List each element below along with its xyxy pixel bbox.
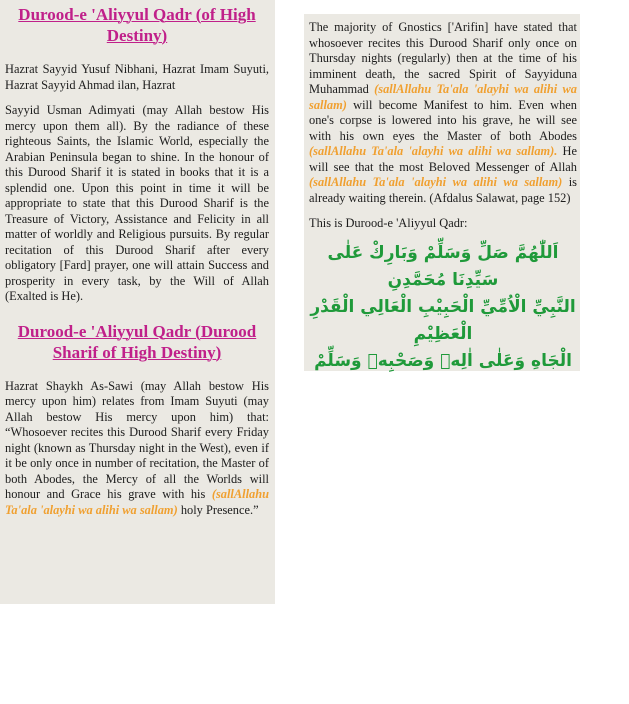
gnostics-text-d: is already waiting therein. (Afdalus Salawat, page 152)	[309, 175, 577, 205]
right-column	[304, 14, 580, 371]
arabic-durood-text	[309, 240, 577, 375]
durood-intro: This is Durood-e 'Aliyyul Qadr:	[309, 216, 468, 230]
salutation: (sallAllahu Ta'ala 'alayhi wa alihi wa sallam)	[5, 487, 269, 517]
salutation: (sallAllahu Ta'ala 'alayhi wa alihi wa sallam).	[309, 144, 558, 158]
gnostics-text-b: will become Manifest to him. Even when one's corpse is lowered into his grave, he will see with his own eyes the Master of both Abodes	[309, 97, 577, 143]
left-column	[0, 0, 275, 604]
gnostics-text-a: The majority of Gnostics ['Arifin] have stated that whosoever recites this Durood Sharif only once on Thursday nights (regularly) then at the time of his imminent death, the sacred Spirit of Sayyiduna Muhammad	[309, 20, 577, 96]
paragraph-shaykh-as-sawi	[5, 379, 269, 519]
salutation: (sallAllahu Ta'ala 'alayhi wa alihi wa sallam)	[309, 175, 563, 189]
arabic-line: الْجَاهِ وَعَلٰى اٰلِهٖ وَصَحْبِهٖ وَسَلِّمْ	[314, 350, 572, 371]
paragraph-radiance: Sayyid Usman Adimyati (may Allah bestow His mercy upon them all). By the radiance of these righteous Saints, the Islamic World, especially the Arabian Peninsula began to shine. In the honour of this Durood Sharif it is stated in books that it is a splendid one. Upon this point in time it will be appropriate to state that this Durood Sharif is the Treasure of Victory, Assistance and Felicity in all matter of worldly and Religious pursuits. By regular recitation of this Durood Sharif after every obligatory [Fard] prayer, one will attain Success and prosperity in every task, by the Will of Allah (Exalted is He).	[5, 103, 269, 303]
arabic-line: النَّبِيِّ الْاُمِّيِّ الْحَبِيْبِ الْعَالِي الْقَدْرِ الْعَظِيْمِ	[310, 296, 576, 344]
salutation: (sallAllahu Ta'ala 'alayhi wa alihi wa sallam)	[309, 82, 577, 112]
heading-of-high-destiny: Durood-e 'Aliyyul Qadr (of High Destiny)	[18, 5, 256, 45]
paragraph-gnostics	[309, 20, 577, 206]
shaykh-text-end: holy Presence.”	[180, 502, 259, 517]
arabic-line: اَللّٰهُمَّ صَلِّ وَسَلِّمْ وَبَارِكْ عَلٰى سَيِّدِنَا مُحَمَّدِنِ	[327, 242, 559, 290]
gnostics-text-c: He will see that the most Beloved Messenger of Allah	[309, 144, 577, 174]
paragraph-saints-names: Hazrat Sayyid Yusuf Nibhani, Hazrat Imam Suyuti, Hazrat Sayyid Ahmad ilan, Hazrat	[5, 62, 269, 92]
shaykh-text: Hazrat Shaykh As-Sawi (may Allah bestow His mercy upon him) relates from Imam Suyuti (may Allah bestow His mercy upon him) that: “Whosoever recites this Durood Sharif every Friday night (known as Thursday night in the West), even if it be only once in number of recitation, the Master of both Abodes, the Mercy of all the Worlds will honour and Grace his grave with his	[5, 378, 269, 501]
heading-durood-sharif-high-destiny: Durood-e 'Aliyyul Qadr (Durood Sharif of High Destiny)	[17, 321, 257, 362]
